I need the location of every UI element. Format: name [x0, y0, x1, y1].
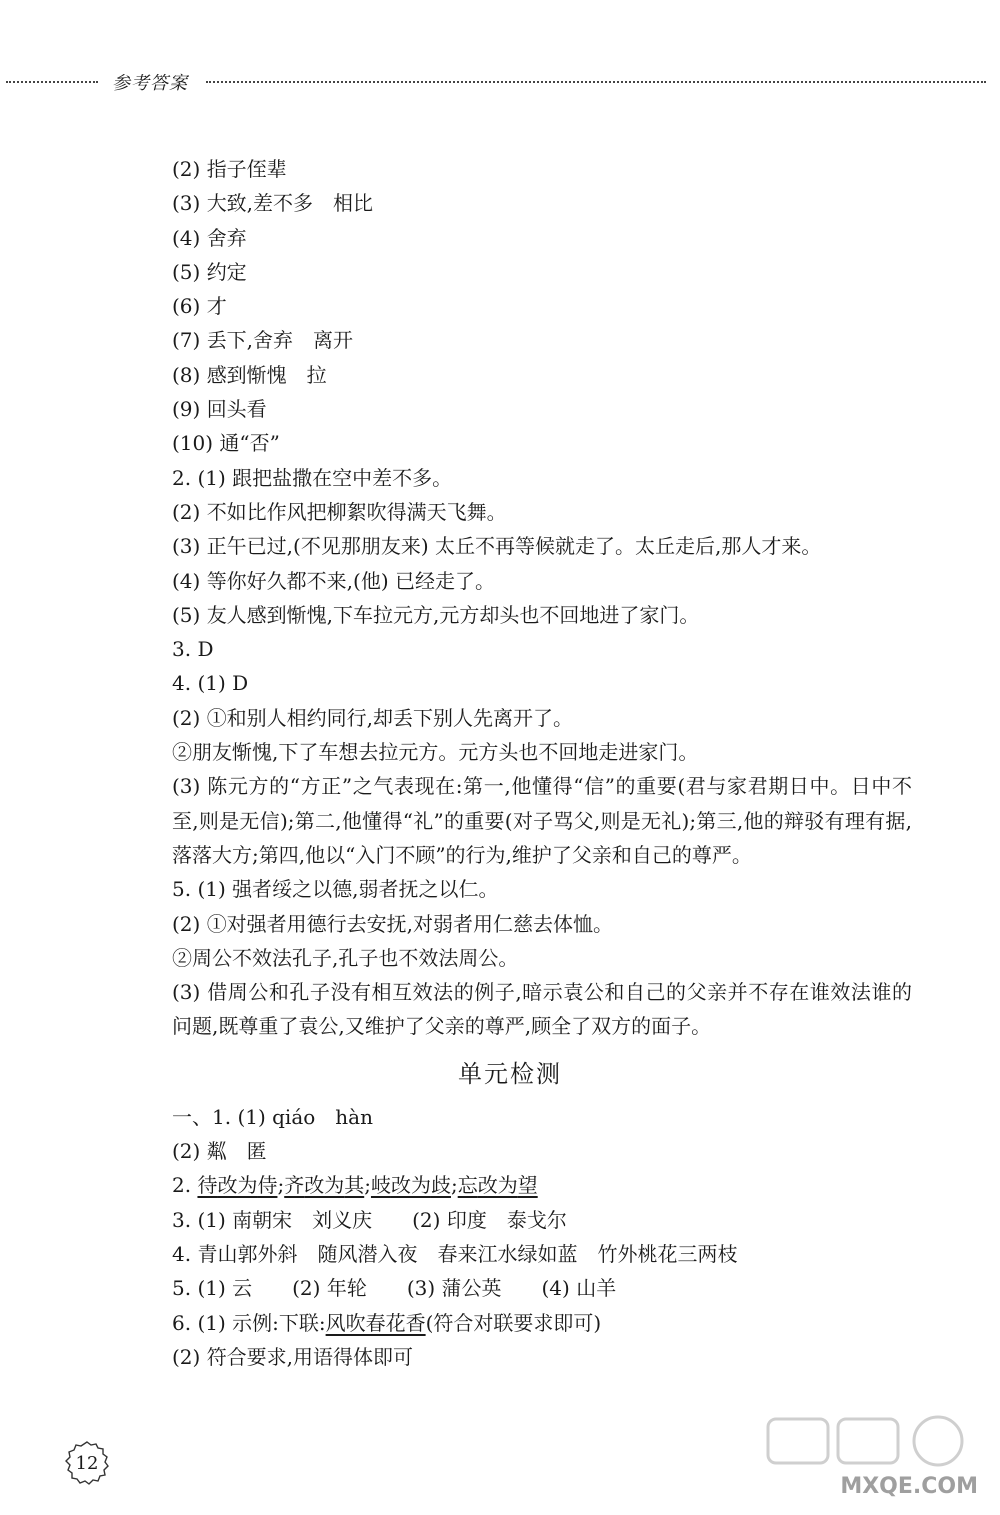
test-line: (2) 符合要求,用语得体即可	[172, 1344, 414, 1369]
test-line: 一、1. (1) qiáo hàn	[172, 1104, 373, 1129]
answer-line: 4. (1) D	[172, 671, 249, 696]
test-line: 4. 青山郭外斜 随风潜入夜 春来江水绿如蓝 竹外桃花三两枝	[172, 1241, 738, 1266]
header-dotted-rule-right	[206, 81, 986, 83]
test-line: 3. (1) 南朝宋 刘义庆 (2) 印度 泰戈尔	[172, 1207, 567, 1232]
answer-paragraph	[108, 975, 912, 1044]
answer-line: ②朋友惭愧,下了车想去拉元方。元方头也不回地走进家门。	[172, 740, 699, 765]
page-number: 12	[75, 1452, 99, 1474]
answer-line: (3) 大致,差不多 相比	[172, 191, 374, 216]
answer-line: (5) 友人感到惭愧,下车拉元方,元方却头也不回地进了家门。	[172, 602, 700, 627]
answer-line: 2. (1) 跟把盐撒在空中差不多。	[172, 465, 453, 490]
underlined-couplet-answer: 风吹春花香	[325, 1310, 426, 1335]
answer-line: (2) ①和别人相约同行,却丢下别人先离开了。	[172, 705, 574, 730]
header-title: 参考答案	[112, 73, 188, 94]
answer-line: (2) 指子侄辈	[172, 157, 287, 181]
answer-line: (2) ①对强者用德行去安抚,对弱者用仁慈去体恤。	[172, 911, 614, 936]
page-header	[0, 62, 1000, 102]
test-line-couplet: 6. (1) 示例:下联:风吹春花香(符合对联要求即可)	[172, 1310, 602, 1335]
test-line: 5. (1) 云 (2) 年轮 (3) 蒲公英 (4) 山羊	[172, 1276, 617, 1301]
answer-paragraph-text: (3) 借周公和孔子没有相互效法的例子,暗示袁公和自己的父亲并不存在谁效法谁的问题,既尊重了袁公,又维护了父亲的尊严,顾全了双方的面子。	[172, 980, 912, 1039]
answer-line: 5. (1) 强者绥之以德,弱者抚之以仁。	[172, 877, 499, 902]
answer-line: 3. D	[172, 637, 214, 662]
answer-line: (2) 不如比作风把柳絮吹得满天飞舞。	[172, 499, 507, 524]
underlined-correction: 岐改为歧	[370, 1173, 451, 1198]
answer-line: (4) 等你好久都不来,(他) 已经走了。	[172, 568, 496, 593]
answer-line: (10) 通“否”	[172, 431, 280, 456]
header-dotted-rule-left	[6, 81, 98, 83]
answer-line: (5) 约定	[172, 259, 247, 284]
section-title: 单元检测	[458, 1059, 562, 1088]
answer-content	[172, 152, 912, 1374]
answer-line: (9) 回头看	[172, 397, 267, 422]
answer-line: (6) 才	[172, 294, 227, 319]
test-line-corrections: 2. 待改为侍;齐改为其;岐改为歧;忘改为望	[172, 1173, 538, 1198]
underlined-correction: 忘改为望	[457, 1173, 538, 1198]
answer-line: (4) 舍弃	[172, 225, 247, 250]
watermark-text: MXQE.COM	[840, 1474, 978, 1499]
answer-line: ②周公不效法孔子,孔子也不效法周公。	[172, 945, 519, 970]
answer-line: (3) 正午已过,(不见那朋友来) 太丘不再等候就走了。太丘走后,那人才来。	[172, 534, 822, 559]
underlined-correction: 待改为侍	[197, 1173, 278, 1198]
answer-paragraph	[108, 769, 912, 872]
answer-line: (7) 丢下,舍弃 离开	[172, 328, 354, 353]
test-line: (2) 粼 匿	[172, 1139, 267, 1164]
answer-paragraph-text: (3) 陈元方的“方正”之气表现在:第一,他懂得“信”的重要(君与家君期日中。日中不至,则是无信);第二,他懂得“礼”的重要(对子骂父,则是无礼);第三,他的辩驳有理有据,落落大方;第四,他以“入门不顾”的行为,维护了父亲和自己的尊严。	[172, 774, 912, 867]
underlined-correction: 齐改为其	[284, 1173, 365, 1198]
answer-line: (8) 感到惭愧 拉	[172, 362, 327, 387]
